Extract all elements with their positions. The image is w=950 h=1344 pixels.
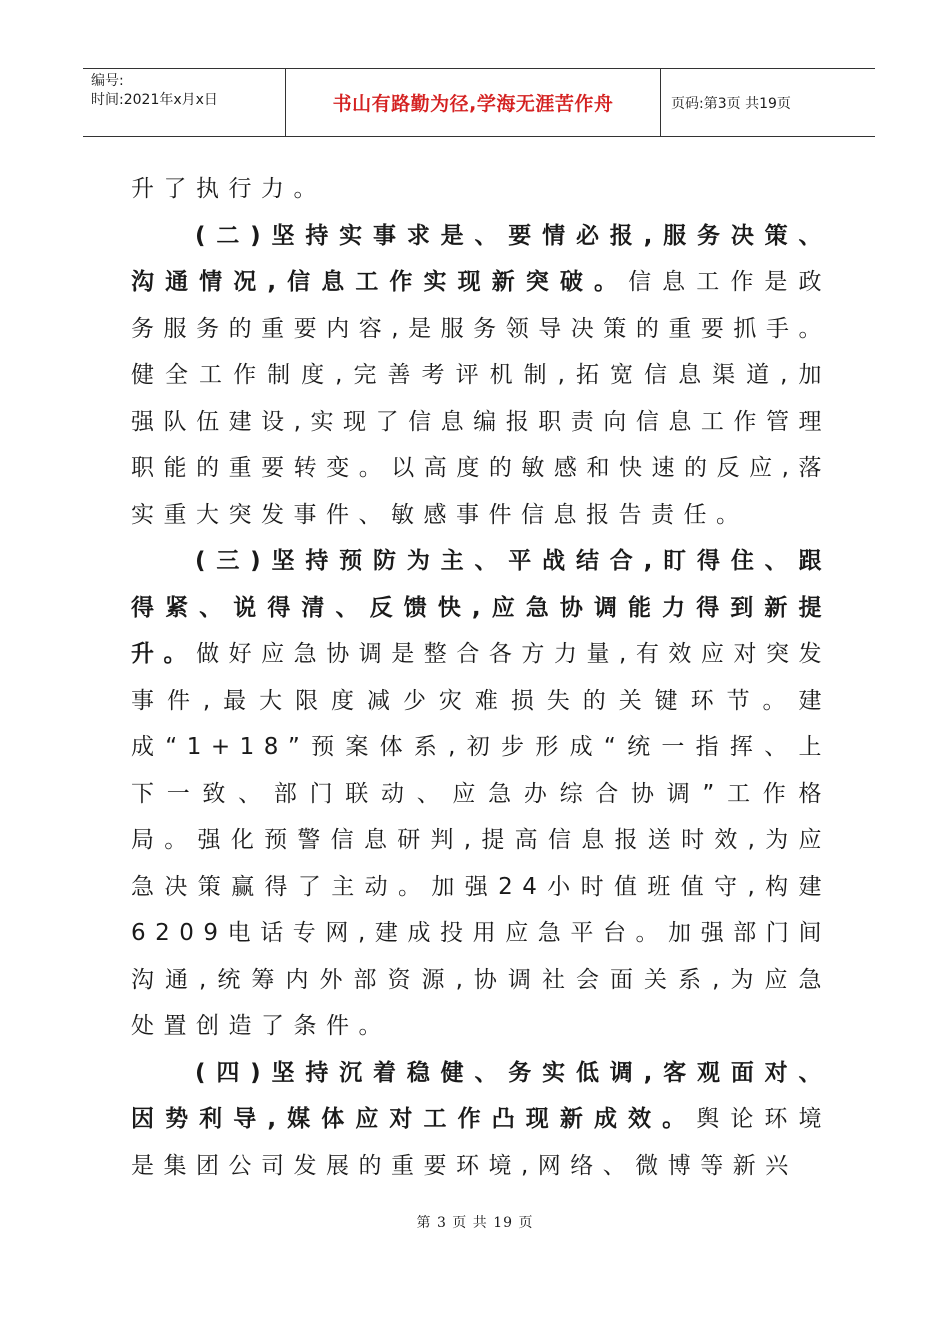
section-heading: (四)坚持沉着稳健、务实低调,客观面对、因势利导,媒体应对工作凸现新成效。 <box>131 1059 831 1132</box>
section-text: 信息工作是政务服务的重要内容,是服务领导决策的重要抓手。健全工作制度,完善考评机制,拓宽信息渠道,加强队伍建设,实现了信息编报职责向信息工作管理职能的重要转变。以高度的敏感和快速的反应,落实重大突发事件、敏感事件信息报告责任。 <box>131 269 832 528</box>
section-heading: (三)坚持预防为主、平战结合,盯得住、跟得紧、说得清、反馈快,应急协调能力得到新提升。 <box>131 548 831 667</box>
header-motto: 书山有路勤为径,学海无涯苦作舟 <box>285 69 661 136</box>
document-number-label: 编号: <box>91 73 124 89</box>
paragraph-section-2 <box>131 213 831 539</box>
header-meta <box>83 69 285 136</box>
page-footer: 第 3 页 共 19 页 <box>416 1215 534 1231</box>
section-text: 做好应急协调是整合各方力量,有效应对突发事件,最大限度减少灾难损失的关键环节。建成“1+18”预案体系,初步形成“统一指挥、上下一致、部门联动、应急办综合协调”工作格局。强化预警信息研判,提高信息报送时效,为应急决策赢得了主动。加强24小时值班值守,构建6209电话专网,建成投用应急平台。加强部门间沟通,统筹内外部资源,协调社会面关系,为应急处置创造了条件。 <box>131 641 832 1039</box>
document-time-label: 时间:2021年x月x日 <box>91 92 218 108</box>
paragraph-section-3 <box>131 538 831 1050</box>
header-page-info: 页码:第3页 共19页 <box>671 95 791 112</box>
paragraph-continuation: 升了执行力。 <box>131 176 326 202</box>
document-body <box>131 166 831 1189</box>
page-header <box>83 68 875 137</box>
paragraph-section-4 <box>131 1050 831 1190</box>
section-heading: (二)坚持实事求是、要情必报,服务决策、沟通情况,信息工作实现新突破。 <box>131 222 831 295</box>
section-text: 舆论环境是集团公司发展的重要环境,网络、微博等新兴 <box>131 1106 831 1179</box>
